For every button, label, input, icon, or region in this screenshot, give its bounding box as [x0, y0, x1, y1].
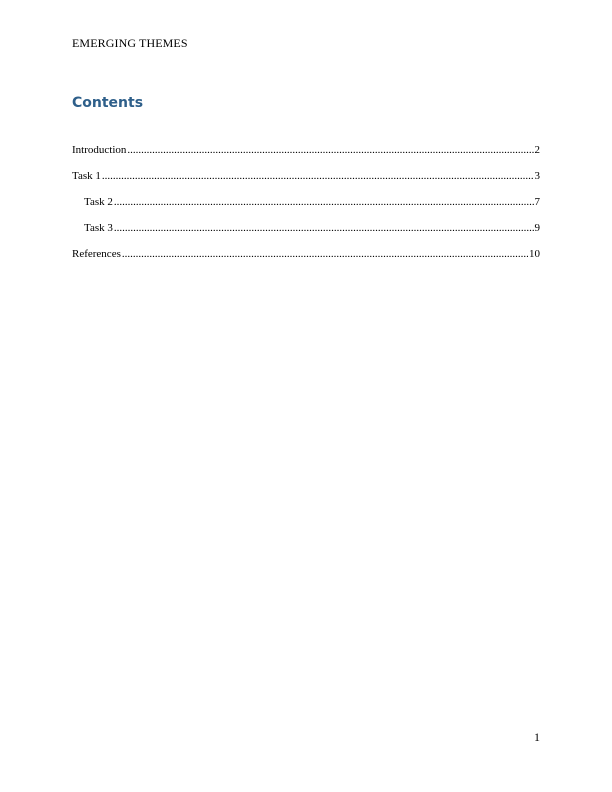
toc-entry-title: References [72, 248, 121, 260]
toc-dot-leader [114, 222, 534, 234]
toc-dot-leader [127, 144, 533, 156]
toc-entry-page: 10 [529, 248, 540, 260]
running-header: EMERGING THEMES [72, 36, 188, 50]
toc-entry-page: 2 [534, 144, 540, 156]
toc-entry-task-2[interactable] [72, 196, 540, 222]
toc-entry-title: Task 1 [72, 170, 101, 182]
toc-entry-page: 7 [534, 196, 540, 208]
toc-entry-task-3[interactable] [72, 222, 540, 248]
toc-entry-page: 3 [534, 170, 540, 182]
toc-entry-title: Task 2 [84, 196, 113, 208]
toc-entry-task-1[interactable] [72, 170, 540, 196]
toc-entry-references[interactable] [72, 248, 540, 274]
page-number: 1 [534, 730, 540, 744]
table-of-contents [72, 144, 540, 274]
toc-entry-title: Introduction [72, 144, 127, 156]
toc-entry-page: 9 [534, 222, 540, 234]
toc-dot-leader [114, 196, 534, 208]
toc-dot-leader [102, 170, 534, 182]
toc-heading: Contents [72, 95, 144, 111]
toc-entry-introduction[interactable] [72, 144, 540, 170]
toc-dot-leader [122, 248, 528, 260]
toc-entry-title: Task 3 [84, 222, 113, 234]
